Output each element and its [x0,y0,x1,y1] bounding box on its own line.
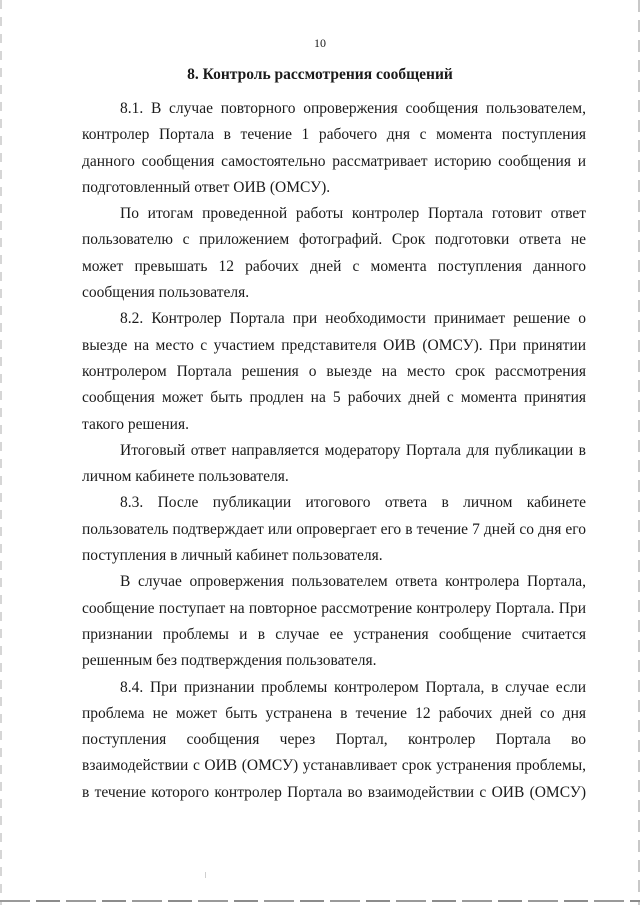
scan-left-edge [0,0,2,905]
paragraph-8-1: 8.1. В случае повторного опровержения сообщения пользователем, контролер Портала в течение 1 рабочего дня с момента поступления данного сообщения самостоятельно рассматривает историю сообщения и подготовленный ответ ОИВ (ОМСУ). [82,100,586,196]
scan-bottom-edge [0,900,640,902]
paragraph-8-1-result: По итогам проведенной работы контролер Портала готовит ответ пользователю с приложением фотографий. Срок подготовки ответа не может превышать 12 рабочих дней с момента поступления данного сообщения пользователя. [82,205,586,302]
paragraph-8-3-refutation: В случае опровержения пользователем ответа контролера Портала, сообщение поступает на повторное рассмотрение контролеру Портала. При признании проблемы и в случае ее устранения сообщение считается решенным без подтверждения пользователя. [82,573,586,670]
document-body [82,96,586,806]
scan-speck [205,872,206,878]
paragraph-8-4: 8.4. При признании проблемы контролером Портала, в случае если проблема не может быть устранена в течение 12 рабочих дней со дня поступления сообщения через Портал, контролер Портала во взаимодействии с ОИВ (ОМСУ) устанавливает срок устранения проблемы, в течение которого контролер Портала во взаимодействии с ОИВ (ОМСУ) [82,678,586,801]
paragraph-8-3: 8.3. После публикации итогового ответа в личном кабинете пользователь подтверждает или опровергает его в течение 7 дней со дня его поступления в личный кабинет пользователя. [82,494,586,565]
paragraph-8-2-final-answer: Итоговый ответ направляется модератору Портала для публикации в личном кабинете пользователя. [82,441,586,486]
paragraph-8-2: 8.2. Контролер Портала при необходимости принимает решение о выезде на место с участием представителя ОИВ (ОМСУ). При принятии контролером Портала решения о выезде на место срок рассмотрения сообщения может быть продлен на 5 рабочих дней с момента принятия такого решения. [82,310,586,433]
page-number: 10 [314,36,326,50]
section-title: 8. Контроль рассмотрения сообщений [187,66,453,83]
